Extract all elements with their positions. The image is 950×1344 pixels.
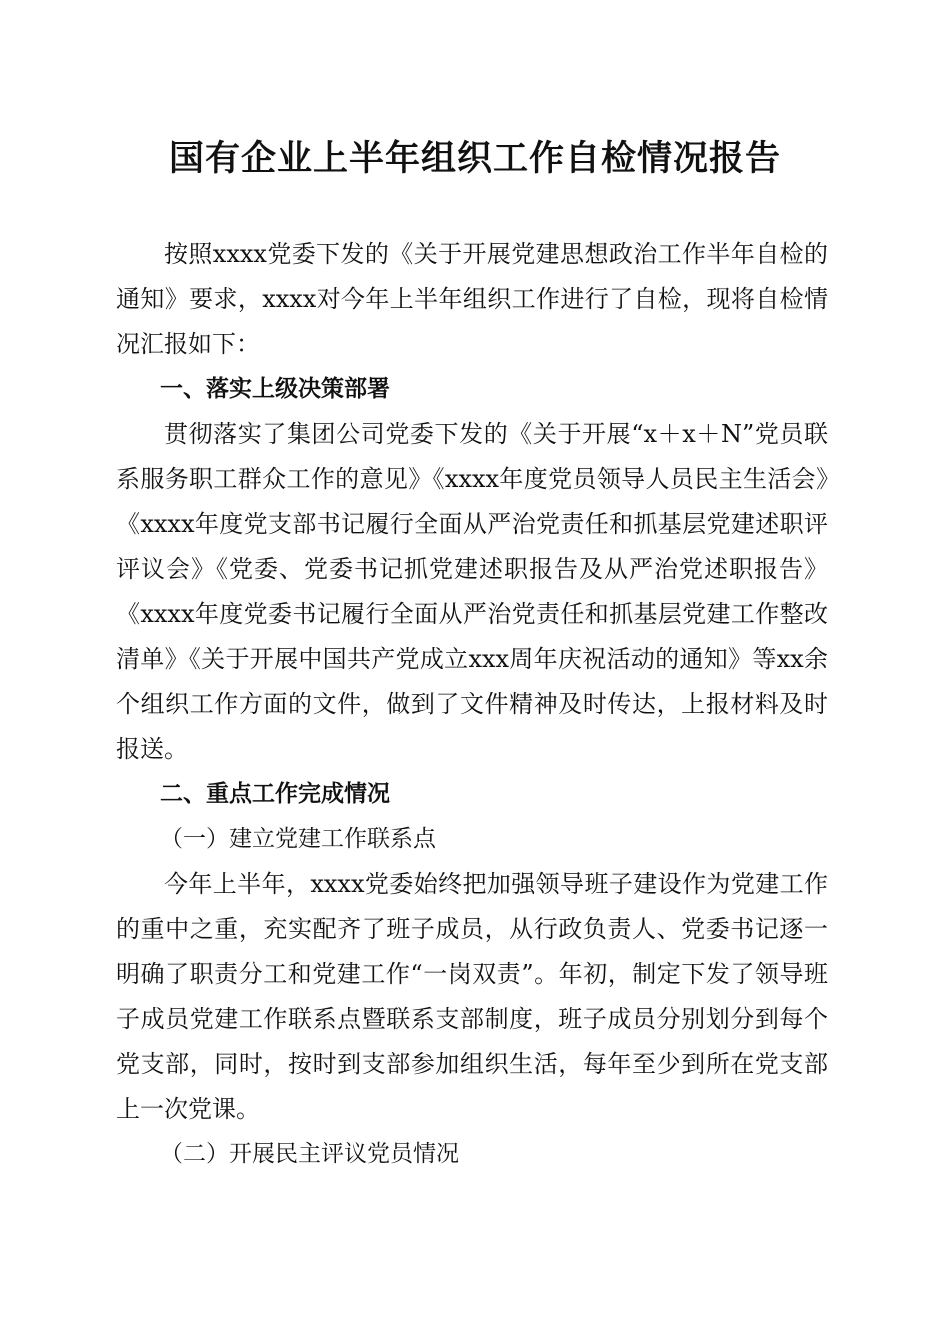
section-1-heading: 一、落实上级决策部署 [160, 376, 390, 402]
subsection-2-heading: （二）开展民主评议党员情况 [160, 1141, 459, 1167]
section-2-heading: 二、重点工作完成情况 [160, 781, 390, 807]
subsection-1-paragraph: 今年上半年，xxxx党委始终把加强领导班子建设作为党建工作的重中之重，充实配齐了班子成员，从行政负责人、党委书记逐一明确了职责分工和党建工作“一岗双责”。年初，制定下发了领导班子成员党建工作联系点暨联系支部制度，班子成员分别划分到每个党支部，同时，按时到支部参加组织生活，每年至少到所在党支部上一次党课。 [116, 870, 828, 1123]
document-title: 国有企业上半年组织工作自检情况报告 [168, 139, 781, 179]
section-1-paragraph: 贯彻落实了集团公司党委下发的《关于开展“x＋x＋N”党员联系服务职工群众工作的意见》《xxxx年度党员领导人员民主生活会》《xxxx年度党支部书记履行全面从严治党责任和抓基层党建述职评评议会》《党委、党委书记抓党建述职报告及从严治党述职报告》《xxxx年度党委书记履行全面从严治党责任和抓基层党建工作整改清单》《关于开展中国共产党成立xxx周年庆祝活动的通知》等xx余个组织工作方面的文件，做到了文件精神及时传达，上报材料及时报送。 [116, 420, 828, 763]
intro-paragraph: 按照xxxx党委下发的《关于开展党建思想政治工作半年自检的通知》要求，xxxx对今年上半年组织工作进行了自检，现将自检情况汇报如下： [116, 240, 828, 358]
subsection-1-heading: （一）建立党建工作联系点 [160, 826, 436, 852]
document-body [116, 232, 828, 1177]
